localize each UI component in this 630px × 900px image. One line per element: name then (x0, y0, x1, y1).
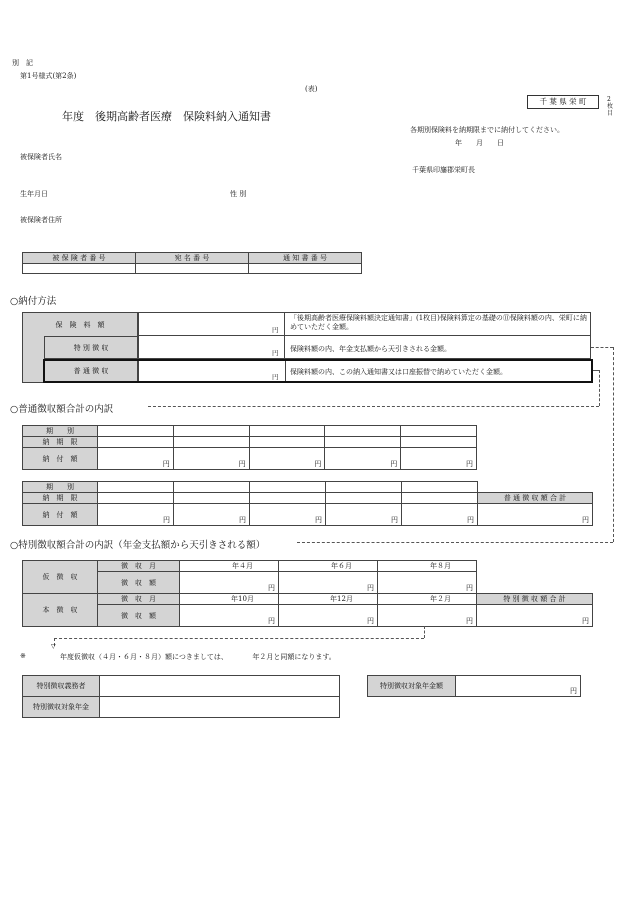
premium-desc: 「後期高齢者医療保険料額決定通知書」(1枚目)保険料算定の基礎の⑪保険料額の内、栄町に納めていただく金額。 (290, 314, 587, 331)
pension-label: 特別徴収対象年金 (23, 697, 100, 718)
ordinary-table-2: 期 別 納 期 限 普 通 徴 収 額 合 計 納 付 額 円 円 円 円 円 円 (22, 481, 593, 526)
ordinary-total-label: 普 通 徴 収 額 合 計 (478, 493, 593, 504)
notice-number-header: 通 知 書 番 号 (249, 253, 362, 264)
issuer: 千葉県印旛郡栄町長 (412, 166, 475, 174)
insured-number-cell (23, 264, 136, 274)
ordinary-label: 普 通 徴 収 (73, 367, 109, 375)
address-number-header: 宛 名 番 号 (136, 253, 249, 264)
town-box: 千 葉 県 栄 町 (527, 95, 599, 109)
special-table: 仮 徴 収 徴 収 月 年４月 年６月 年８月 徴 収 額 円 円 円 本 徴 収 徴 収 月 年10月 年12月 年２月 特 別 徴 収 額 合 計 徴 収 額 円 円 円 円 (22, 560, 593, 627)
note-mark: ※ (20, 652, 26, 660)
special-label: 特 別 徴 収 (73, 344, 109, 352)
dob-label: 生年月日 (20, 190, 48, 198)
premium-amount-cell (138, 312, 285, 336)
obligor-table (22, 675, 340, 718)
special-desc: 保険料額の内、年金支払額から天引きされる金額。 (290, 345, 451, 353)
special-heading: ○特別徴収額合計の内訳（年金支払額から天引きされる額） (10, 540, 266, 551)
number-table (22, 252, 362, 274)
provisional-label: 仮 徴 収 (23, 561, 98, 594)
special-total-label: 特 別 徴 収 額 合 計 (477, 594, 593, 605)
form-number: 第1号様式(第2条) (20, 72, 77, 80)
pension-amount-label: 特別徴収対象年金額 (368, 676, 456, 697)
pension-amount-table: 特別徴収対象年金額 円 (367, 675, 581, 697)
address-number-cell (136, 264, 249, 274)
address-label: 被保険者住所 (20, 216, 62, 224)
notice-number-cell (249, 264, 362, 274)
ordinary-desc: 保険料額の内、この納入通知書又は口座振替で納めていただく金額。 (290, 368, 507, 376)
premium-yen: 円 (272, 326, 279, 334)
ordinary-heading: ○普通徴収額合計の内訳 (10, 404, 114, 415)
betsuki-label: 別 記 (12, 59, 33, 67)
page-title: 年度 後期高齢者医療 保険料納入通知書 (62, 110, 271, 123)
special-amount-cell (138, 336, 285, 359)
down-arrow-icon: ▽ (51, 643, 56, 650)
notice-text: 各期別保険料を納期限までに納付してください。 (410, 126, 564, 134)
main-collection-label: 本 徴 収 (23, 594, 98, 627)
period-label: 期 別 (23, 426, 98, 437)
amount-label: 納 付 額 (23, 448, 98, 470)
deadline-label-2: 納 期 限 (23, 493, 98, 504)
note-text: 年度仮徴収（４月・６月・８月）額につきましては、 年２月と同額になります。 (60, 653, 336, 661)
amount-label-2: 納 付 額 (23, 504, 98, 526)
issue-date: 年 月 日 (455, 139, 504, 147)
ordinary-table-1: 期 別 納 期 限 納 付 額 円 円 円 円 円 (22, 425, 477, 470)
obligor-label: 特別徴収義務者 (23, 676, 100, 697)
premium-label: 保 険 料 額 (55, 321, 105, 329)
payment-heading: ○納付方法 (10, 296, 57, 307)
side-label: (表) (305, 85, 318, 93)
page-note: 2枚目 (607, 96, 614, 117)
insured-number-header: 被 保 険 者 番 号 (23, 253, 136, 264)
ordinary-yen: 円 (272, 373, 279, 381)
sex-label: 性 別 (230, 190, 247, 198)
period-label-2: 期 別 (23, 482, 98, 493)
deadline-label: 納 期 限 (23, 437, 98, 448)
special-yen: 円 (272, 349, 279, 357)
name-label: 被保険者氏名 (20, 153, 62, 161)
